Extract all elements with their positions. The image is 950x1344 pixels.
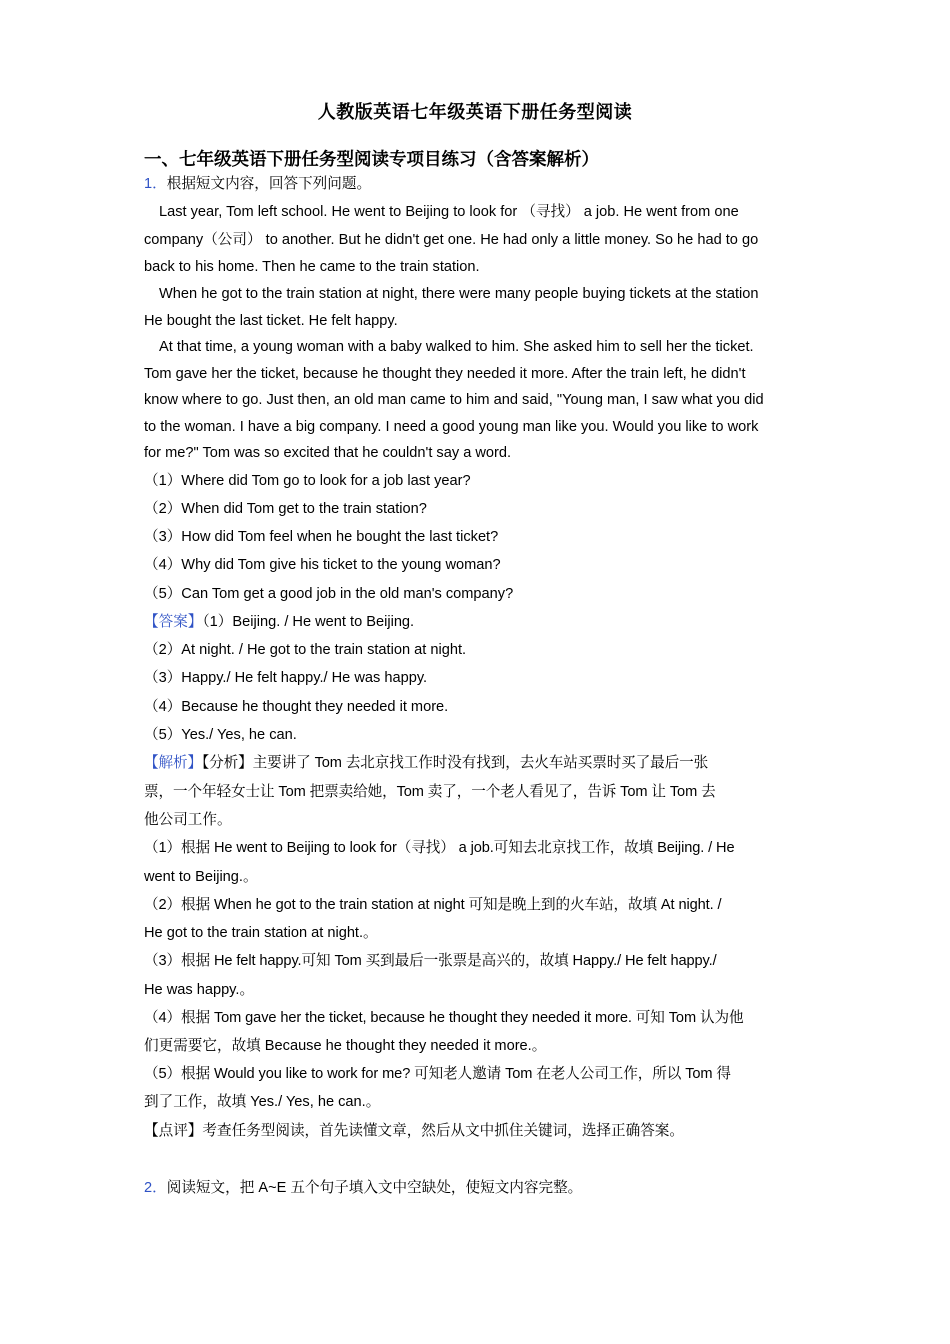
passage-line: company（公司） to another. But he didn't get one. He had only a little money. So he had to go: [144, 232, 759, 248]
section-heading: 一、七年级英语下册任务型阅读专项目练习（含答案解析）: [144, 149, 599, 169]
analysis-tag: 【解析】: [144, 755, 202, 771]
q2-header: [144, 1178, 582, 1198]
answer-item: （1）Beijing. / He went to Beijing.: [202, 614, 415, 630]
question-item: （2）When did Tom get to the train station?: [144, 501, 427, 517]
answer-item: （3）Happy./ He felt happy./ He was happy.: [144, 670, 428, 686]
question-item: （4）Why did Tom give his ticket to the young woman?: [144, 557, 501, 573]
analysis-line: 们更需要它，故填 Because he thought they needed it more.。: [144, 1038, 547, 1054]
q1-instruction: 根据短文内容，回答下列问题。: [166, 176, 372, 192]
analysis-line: （4）根据 Tom gave her the ticket, because he thought they needed it more. 可知 Tom 认为他: [144, 1010, 744, 1026]
comment-line: 【点评】考查任务型阅读，首先读懂文章，然后从文中抓住关键词，选择正确答案。: [144, 1123, 684, 1139]
passage-line: Last year, Tom left school. He went to Beijing to look for （寻找） a job. He went from one: [159, 204, 739, 220]
answer-tag: 【答案】: [144, 614, 203, 630]
question-item: （1）Where did Tom go to look for a job last year?: [144, 473, 471, 489]
analysis-line: went to Beijing.。: [144, 869, 258, 885]
passage-line: back to his home. Then he came to the train station.: [144, 259, 480, 275]
analysis-line: 到了工作，故填 Yes./ Yes, he can.。: [144, 1094, 381, 1110]
passage-line: He bought the last ticket. He felt happy.: [144, 313, 398, 329]
analysis-line: He got to the train station at night.。: [144, 925, 378, 941]
analysis-row: [144, 753, 708, 773]
passage-line: know where to go. Just then, an old man came to him and said, "Young man, I saw what you did: [144, 392, 764, 408]
passage-line: When he got to the train station at night, there were many people buying tickets at the station: [159, 286, 759, 302]
analysis-line: 【分析】主要讲了 Tom 去北京找工作时没有找到，去火车站买票时买了最后一张: [201, 755, 709, 771]
q1-header: [144, 174, 371, 194]
document-title: 人教版英语七年级英语下册任务型阅读: [317, 102, 633, 122]
analysis-line: （5）根据 Would you like to work for me? 可知老人邀请 Tom 在老人公司工作，所以 Tom 得: [144, 1066, 731, 1082]
analysis-line: 票，一个年轻女士让 Tom 把票卖给她，Tom 卖了，一个老人看见了，告诉 Tom 让 Tom 去: [144, 784, 716, 800]
passage-line: Tom gave her the ticket, because he thought they needed it more. After the train left, he didn't: [144, 366, 746, 382]
analysis-line: （3）根据 He felt happy.可知 Tom 买到最后一张票是高兴的，故填 Happy./ He felt happy./: [144, 953, 717, 969]
q2-instruction: 阅读短文，把 A~E 五个句子填入文中空缺处，使短文内容完整。: [166, 1180, 583, 1196]
answer-item: （4）Because he thought they needed it more.: [144, 699, 449, 715]
question-item: （3）How did Tom feel when he bought the last ticket?: [144, 529, 499, 545]
analysis-line: He was happy.。: [144, 982, 255, 998]
answer-row: [144, 612, 414, 632]
question-item: （5）Can Tom get a good job in the old man's company?: [144, 586, 514, 602]
analysis-line: 他公司工作。: [144, 812, 232, 828]
passage-line: to the woman. I have a big company. I need a good young man like you. Would you like to work: [144, 419, 759, 435]
passage-line: for me?" Tom was so excited that he couldn't say a word.: [144, 445, 512, 461]
q1-number: 1．: [144, 176, 167, 192]
answer-item: （5）Yes./ Yes, he can.: [144, 727, 297, 743]
analysis-line: （2）根据 When he got to the train station at night 可知是晚上到的火车站，故填 At night. /: [144, 897, 722, 913]
q2-number: 2．: [144, 1180, 167, 1196]
analysis-line: （1）根据 He went to Beijing to look for（寻找） a job.可知去北京找工作，故填 Beijing. / He: [144, 840, 735, 856]
answer-item: （2）At night. / He got to the train station at night.: [144, 642, 467, 658]
passage-line: At that time, a young woman with a baby walked to him. She asked him to sell her the ticket.: [159, 339, 754, 355]
